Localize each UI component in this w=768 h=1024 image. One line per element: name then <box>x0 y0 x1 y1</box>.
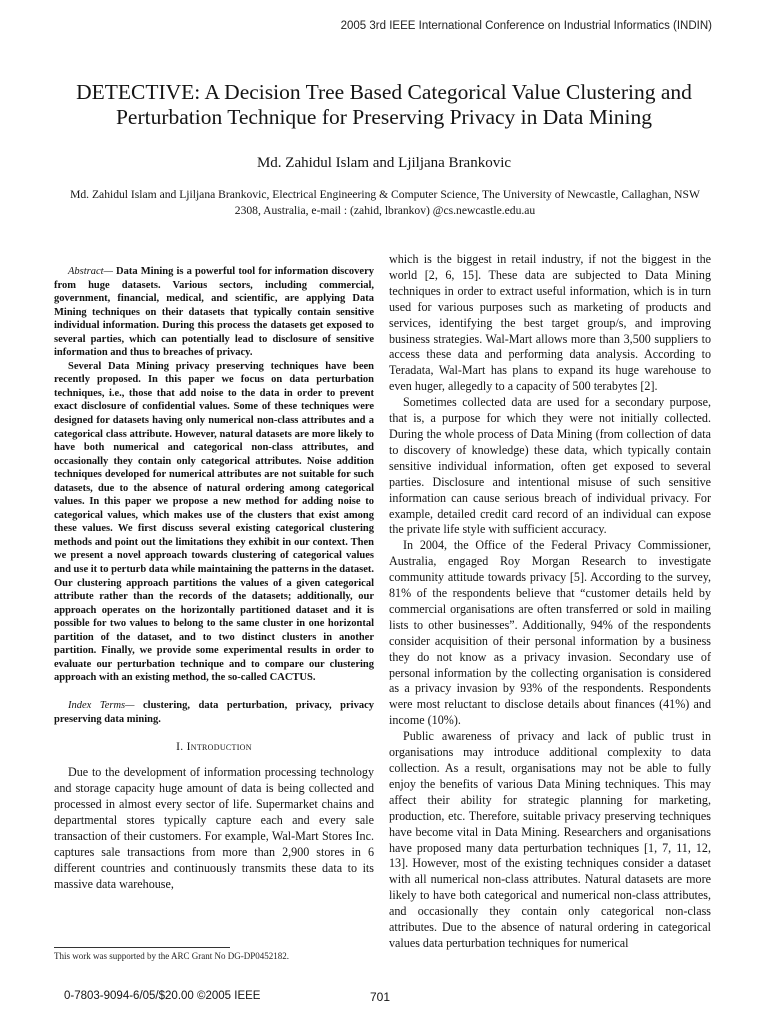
abstract-paragraph-2: Several Data Mining privacy preserving techniques have been recently proposed. In this paper we focus on data perturbation techniques, i.e., those that add noise to the data in order to prevent exact disclosure of confidential values. Some of these techniques were designed for datasets having only numerical non-class attributes and a categorical class attribute. However, natural datasets are more likely to have both numerical and categorical non-class attributes, and occasionally they contain only categorical attributes. Noise addition techniques developed for numerical attributes are not suitable for such datasets, due to the absence of natural ordering among categorical values. In this paper we propose a new method for adding noise to categorical values, which makes use of the clusters that exist among these values. We first discuss several existing categorical clustering methods and point out the limitations they exhibit in our context. Then we present a novel approach towards clustering of categorical values and use it to perturb data while maintaining the patterns in the dataset. Our clustering approach partitions the values of a given categorical attribute rather than the records of the datasets; additionally, our approach operates on the horizontally partitioned dataset and it is possible for two values to belong to the same cluster in one horizontal partition of the dataset, and to two distinct clusters in another partition. Finally, we provide some experimental results in order to evaluate our perturbation technique and to compare our clustering approach with an existing method, the so-called CACTUS. <box>54 360 374 684</box>
isbn-copyright: 0-7803-9094-6/05/$20.00 ©2005 IEEE <box>64 990 261 1002</box>
footnote: This work was supported by the ARC Grant No DG-DP0452182. <box>54 951 289 961</box>
page-number: 701 <box>370 990 391 1004</box>
left-column <box>54 265 374 893</box>
introduction-heading: I. Introduction <box>176 741 252 754</box>
paper-authors: Md. Zahidul Islam and Ljiljana Brankovic <box>256 155 512 171</box>
paper-title: DETECTIVE: A Decision Tree Based Categorical Value Clustering and Perturbation Technique for Preserving Privacy in Data Mining <box>76 80 692 129</box>
body-paragraph-2: Sometimes collected data are used for a secondary purpose, that is, a purpose for which they were not initially collected. During the whole process of Data Mining (from collection of data to discovery of knowledge) these data, which typically contain sensitive individual information, often get exposed to several parties. Disclosure and intentional misuse of such sensitive information can cause serious breach of individual privacy. For example, detailed credit card record of an individual can expose the private life style with sufficient accuracy. <box>389 395 711 537</box>
conference-header: 2005 3rd IEEE International Conference on Industrial Informatics (INDIN) <box>340 20 712 32</box>
abstract-paragraph-1 <box>54 265 374 360</box>
body-paragraph-1: which is the biggest in retail industry, if not the biggest in the world [2, 6, 15]. These data are subjected to Data Mining techniques in order to extract useful information, which is in turn used for various purposes such as marketing of products and services, identifying the best target group/s, and improving business strategies. Wal-Mart allows more than 3,500 suppliers to access these data and performing data analysis. According to Teradata, Wal-Mart has plans to expand its huge warehouse to even huger, allegedly to a capacity of 500 terabytes [2]. <box>389 252 711 394</box>
footnote-divider <box>54 947 230 948</box>
abstract <box>54 265 374 685</box>
body-paragraph-4: Public awareness of privacy and lack of public trust in organisations may introduce additional complexity to data collection. As a result, organisations may not be able to fully enjoy the benefits of various Data Mining techniques. This may affect their ability for strategic planning for marketing, production, etc. Therefore, suitable privacy preserving techniques have become vital in Data Mining. Researchers and organisations have proposed many data perturbation techniques [1, 7, 11, 12, 13]. However, most of the existing techniques consider a dataset with all numerical non-class attributes. Natural datasets are more likely to have both categorical and numerical non-class attributes, and occasionally they contain only categorical non-class attributes. Due to the absence of natural ordering in categorical values data perturbation techniques for numerical <box>389 729 711 950</box>
abstract-text-1: Data Mining is a powerful tool for information discovery from huge datasets. Various sectors, including commercial, government, financial, medical, and scientific, are applying Data Mining techniques on their datasets that typically contain sensitive individual information. During this process the datasets get exposed to several parties, which can potentially lead to disclosure of sensitive information and thus to breaches of privacy. <box>54 266 375 359</box>
index-terms <box>54 699 374 726</box>
index-terms-text: clustering, data perturbation, privacy, privacy preserving data mining. <box>54 699 374 725</box>
author-affiliation: Md. Zahidul Islam and Ljiljana Brankovic, Electrical Engineering & Computer Science, The University of Newcastle, Callaghan, NSW 2308, Australia, e-mail : (zahid, lbrankov) @cs.newcastle.edu.au <box>70 188 700 217</box>
right-column <box>389 252 711 952</box>
index-terms-lead: Index Terms— <box>68 699 135 711</box>
introduction-paragraph-1: Due to the development of information processing technology and storage capacity huge amount of data is being collected and processed in almost every sector of life. Supermarket chains and departmental stores typically capture each and every sale transaction of their customers. For example, Wal-Mart Stores Inc. captures sale transactions from more than 2,900 stores in 6 different countries and continuously transmits these data to its massive data warehouse, <box>54 765 374 891</box>
introduction <box>54 765 374 892</box>
abstract-lead: Abstract— <box>68 266 113 277</box>
body-paragraph-3: In 2004, the Office of the Federal Privacy Commissioner, Australia, engaged Roy Morgan Research to investigate community attitude towards privacy [5]. According to the survey, 81% of the respondents believe that “customer details held by commercial organisations are often transferred or sold in mailing lists to other businesses”. Additionally, 94% of the respondents consider acquisition of their personal information by a business they do not know as a privacy invasion. Secondary use of personal information by the collecting organisation is considered as a privacy invasion by 93% of the respondents. Respondents were most reluctant to disclose details about finances (41%) and income (10%). <box>389 538 711 728</box>
